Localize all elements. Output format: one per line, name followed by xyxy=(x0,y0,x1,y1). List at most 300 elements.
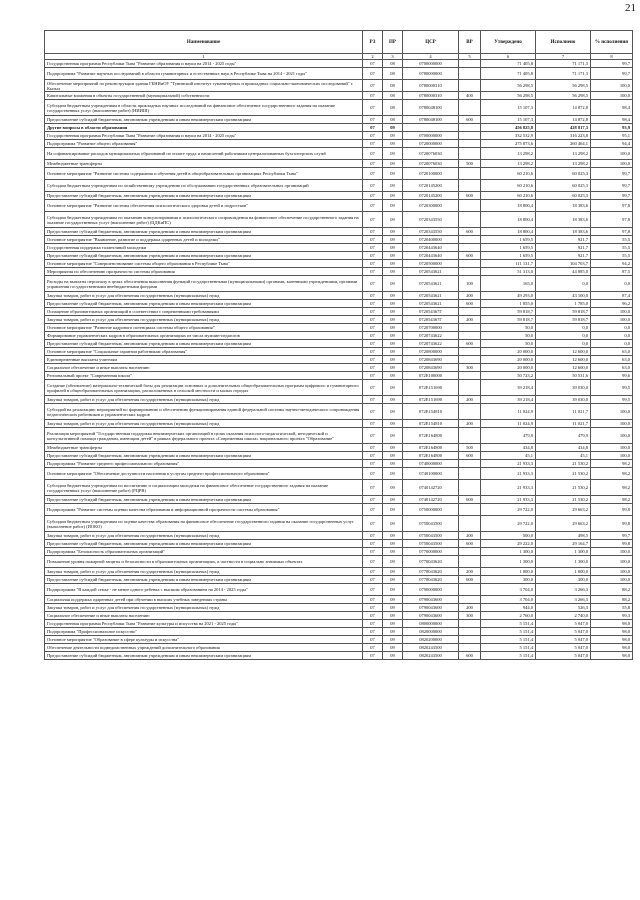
table-row xyxy=(45,68,633,80)
cell-rz: 07 xyxy=(363,404,383,420)
cell-percent: 55,5 xyxy=(591,252,633,260)
cell-vr: 100 xyxy=(459,276,481,292)
cell-vr: 600 xyxy=(459,652,481,660)
table-row xyxy=(45,124,633,132)
cell-vr xyxy=(459,124,481,132)
cell-approved: 15 107,3 xyxy=(481,116,536,124)
cell-approved: 39 218,4 xyxy=(481,396,536,404)
cell-executed: 434,8 xyxy=(536,444,591,452)
cell-approved: 29 722,0 xyxy=(481,516,536,532)
table-row xyxy=(45,100,633,116)
cell-csr: 0720300000 xyxy=(403,200,459,212)
cell-vr xyxy=(459,356,481,364)
cell-pr: 09 xyxy=(383,452,403,460)
cell-vr xyxy=(459,212,481,228)
cell-pr: 09 xyxy=(383,356,403,364)
cell-vr xyxy=(459,556,481,568)
cell-approved: 50,0 xyxy=(481,324,536,332)
cell-vr: 200 xyxy=(459,292,481,300)
cell-pr: 09 xyxy=(383,444,403,452)
cell-csr: 0720700000 xyxy=(403,324,459,332)
cell-percent: 88,2 xyxy=(591,596,633,604)
cell-pr: 08 xyxy=(383,60,403,68)
cell-executed: 21 530,2 xyxy=(536,468,591,480)
cell-name: Основное мероприятие "Развитие системы содержания и обучения детей в общеобразовательных организациях Республики Тыва" xyxy=(45,168,363,180)
cell-rz: 07 xyxy=(363,620,383,628)
cell-name: Предоставление субсидий бюджетным, автономным учреждениям и иным некоммерческим организациям xyxy=(45,228,363,236)
cell-approved: 39 218,4 xyxy=(481,380,536,396)
table-row xyxy=(45,192,633,200)
cell-percent: 98,4 xyxy=(591,116,633,124)
cell-csr: 0790000000 xyxy=(403,584,459,596)
column-number: 6 xyxy=(481,54,536,60)
cell-rz: 07 xyxy=(363,420,383,428)
cell-percent: 94,2 xyxy=(591,260,633,268)
cell-executed: 12 600,0 xyxy=(536,364,591,372)
cell-csr: 0720800000 xyxy=(403,348,459,356)
cell-pr: 09 xyxy=(383,612,403,620)
cell-approved: 21 933,3 xyxy=(481,468,536,480)
cell-rz: 07 xyxy=(363,556,383,568)
cell-approved: 3 704,0 xyxy=(481,596,536,604)
cell-percent: 55,5 xyxy=(591,244,633,252)
header-executed: Исполнено xyxy=(536,31,591,54)
cell-name: Обеспечение мероприятий по реконструкции здания ГБНИиОУ "Тувинский институт гуманитарных и прикладных социально-экономических исследований" г. Кызыл xyxy=(45,80,363,92)
cell-percent: 99,7 xyxy=(591,168,633,180)
cell-executed: 260 464,1 xyxy=(536,140,591,148)
cell-percent: 100,0 xyxy=(591,404,633,420)
cell-percent: 99,5 xyxy=(591,396,633,404)
cell-pr: 08 xyxy=(383,80,403,92)
cell-vr xyxy=(459,480,481,496)
cell-executed: 1 300,0 xyxy=(536,556,591,568)
cell-rz: 07 xyxy=(363,200,383,212)
cell-executed: 0,0 xyxy=(536,340,591,348)
column-number: 8 xyxy=(591,54,633,60)
cell-rz: 07 xyxy=(363,372,383,380)
cell-approved: 15 107,3 xyxy=(481,100,536,116)
cell-percent: 87,5 xyxy=(591,268,633,276)
cell-executed: 59 818,7 xyxy=(536,316,591,324)
cell-executed: 56 298,5 xyxy=(536,80,591,92)
cell-approved: 56 298,5 xyxy=(481,92,536,100)
cell-vr: 300 xyxy=(459,364,481,372)
cell-vr: 500 xyxy=(459,160,481,168)
cell-approved: 50,0 xyxy=(481,332,536,340)
cell-vr xyxy=(459,584,481,596)
cell-name: Подпрограмма "Развитие общего образования" xyxy=(45,140,363,148)
table-row xyxy=(45,140,633,148)
cell-rz: 07 xyxy=(363,348,383,356)
cell-executed: 60 025,3 xyxy=(536,168,591,180)
header-vr: ВР xyxy=(459,31,481,54)
cell-csr: 0720843690 xyxy=(403,356,459,364)
cell-vr: 600 xyxy=(459,300,481,308)
cell-rz: 07 xyxy=(363,516,383,532)
cell-name: Основное мероприятие "Образование в сфере культуры и искусства" xyxy=(45,636,363,644)
cell-approved: 18 800,4 xyxy=(481,212,536,228)
cell-executed: 0,0 xyxy=(536,324,591,332)
cell-rz: 07 xyxy=(363,356,383,364)
cell-executed: 428 817,3 xyxy=(536,124,591,132)
cell-vr: 300 xyxy=(459,612,481,620)
cell-pr: 09 xyxy=(383,324,403,332)
cell-approved: 20 000,0 xyxy=(481,356,536,364)
cell-approved: 50,0 xyxy=(481,340,536,348)
table-row xyxy=(45,168,633,180)
cell-percent: 63,0 xyxy=(591,348,633,356)
cell-name: Закупка товаров, работ и услуг для обеспечения государственных (муниципальных) нужд xyxy=(45,396,363,404)
cell-executed: 13 298,2 xyxy=(536,148,591,160)
cell-executed: 5 047,0 xyxy=(536,644,591,652)
cell-approved: 1 000,0 xyxy=(481,568,536,576)
cell-csr: 0720843690 xyxy=(403,364,459,372)
cell-vr xyxy=(459,372,481,380)
table-row xyxy=(45,228,633,236)
cell-pr: 08 xyxy=(383,100,403,116)
cell-name: Социальное обеспечение и иные выплаты населению xyxy=(45,612,363,620)
cell-vr xyxy=(459,596,481,604)
cell-pr: 09 xyxy=(383,300,403,308)
cell-name: Повышение уровня пожарной защиты и безопасности в образовательных организациях, в частности в социально значимых объектах xyxy=(45,556,363,568)
cell-executed: 921,7 xyxy=(536,244,591,252)
cell-rz: 07 xyxy=(363,148,383,160)
cell-csr: 0720443640 xyxy=(403,244,459,252)
table-row xyxy=(45,420,633,428)
cell-executed: 5 047,0 xyxy=(536,636,591,644)
cell-pr: 09 xyxy=(383,140,403,148)
cell-name: Межбюджетные трансферты xyxy=(45,160,363,168)
cell-percent: 100,0 xyxy=(591,316,633,324)
cell-executed: 29 164,7 xyxy=(536,540,591,548)
cell-pr: 09 xyxy=(383,420,403,428)
table-row xyxy=(45,200,633,212)
cell-pr: 09 xyxy=(383,372,403,380)
cell-vr xyxy=(459,504,481,516)
column-number: 7 xyxy=(536,54,591,60)
table-row xyxy=(45,244,633,252)
cell-name: Закупка товаров, работ и услуг для обеспечения государственных (муниципальных) нужд xyxy=(45,316,363,324)
cell-csr: 072Е164800 xyxy=(403,444,459,452)
cell-vr: 200 xyxy=(459,396,481,404)
cell-rz: 07 xyxy=(363,260,383,268)
cell-pr: 09 xyxy=(383,180,403,192)
cell-csr: 0720076030 xyxy=(403,148,459,160)
cell-pr: 09 xyxy=(383,576,403,584)
cell-approved: 71 405,8 xyxy=(481,60,536,68)
cell-executed: 18 383,6 xyxy=(536,228,591,236)
cell-csr: 0720145200 xyxy=(403,192,459,200)
cell-vr xyxy=(459,244,481,252)
cell-pr: 09 xyxy=(383,604,403,612)
cell-percent: 0,0 xyxy=(591,324,633,332)
cell-approved: 3 704,0 xyxy=(481,584,536,596)
cell-rz: 07 xyxy=(363,568,383,576)
cell-csr: 0720343550 xyxy=(403,212,459,228)
cell-pr: 09 xyxy=(383,404,403,420)
cell-percent: 98,0 xyxy=(591,620,633,628)
cell-name: Закупка товаров, работ и услуг для обеспечения государственных (муниципальных) нужд xyxy=(45,604,363,612)
cell-approved: 60 210,6 xyxy=(481,168,536,180)
cell-approved: 5 151,4 xyxy=(481,644,536,652)
cell-rz: 07 xyxy=(363,452,383,460)
cell-rz: 07 xyxy=(363,80,383,92)
cell-csr: 072Е164800 xyxy=(403,452,459,460)
table-row xyxy=(45,364,633,372)
cell-rz: 07 xyxy=(363,168,383,180)
cell-executed: 29 663,2 xyxy=(536,504,591,516)
cell-vr xyxy=(459,380,481,396)
cell-vr xyxy=(459,428,481,444)
cell-percent: 97,8 xyxy=(591,200,633,212)
cell-name: Подпрограмма "Развитие научных исследований в области гуманитарных и естественных наук в Республике Тыва на 2014 - 2021 годы" xyxy=(45,68,363,80)
cell-name: Закупка товаров, работ и услуг для обеспечения государственных (муниципальных) нужд xyxy=(45,568,363,576)
cell-approved: 13 298,2 xyxy=(481,160,536,168)
cell-pr: 09 xyxy=(383,200,403,212)
cell-vr xyxy=(459,180,481,192)
table-body xyxy=(45,54,633,660)
cell-executed: 21 530,2 xyxy=(536,496,591,504)
cell-percent: 100,0 xyxy=(591,444,633,452)
cell-name: Подпрограмма "Безопасность образовательных организаций" xyxy=(45,548,363,556)
cell-rz: 07 xyxy=(363,396,383,404)
cell-approved: 332 532,9 xyxy=(481,132,536,140)
cell-pr: 09 xyxy=(383,332,403,340)
cell-rz: 07 xyxy=(363,460,383,468)
cell-pr: 09 xyxy=(383,340,403,348)
cell-csr: 0720543621 xyxy=(403,300,459,308)
table-row xyxy=(45,620,633,628)
cell-name: Создание (обновление) материально-технической базы для реализации основных и дополнительных общеобразовательных программ цифрового и гуманитарного профилей в общеобразовательных организациях, расположенных в сельской местности и малых городах xyxy=(45,380,363,396)
cell-name: Основное мероприятие "Развитие системы обеспечения психологического здоровья детей и подростков" xyxy=(45,200,363,212)
cell-name: Государственная программа Республики Тыва "Развитие образования и науки на 2014 - 2025 годы" xyxy=(45,132,363,140)
cell-csr: 0780000000 xyxy=(403,68,459,80)
cell-name: Предоставление субсидий бюджетным, автономным учреждениям и иным некоммерческим организациям xyxy=(45,452,363,460)
cell-csr: 0720076030 xyxy=(403,160,459,168)
cell-name: Субсидии бюджетным учреждениям по хозяйственному учреждению по обслуживанию государственных образовательных организаций xyxy=(45,180,363,192)
cell-name: Предоставление субсидий бюджетным, автономным учреждениям и иным некоммерческим организациям xyxy=(45,652,363,660)
cell-executed: 1 300,0 xyxy=(536,548,591,556)
cell-executed: 316 223,8 xyxy=(536,132,591,140)
table-row xyxy=(45,212,633,228)
cell-rz: 07 xyxy=(363,636,383,644)
cell-csr: 0700000000 xyxy=(403,60,459,68)
cell-name: Субсидии бюджетным учреждениям по оценке качества образования на финансовое обеспечение государственного задания на оказание государственных услуг (выполнение работ) (ИОКО) xyxy=(45,516,363,532)
cell-percent: 96,2 xyxy=(591,300,633,308)
cell-approved: 5 151,4 xyxy=(481,636,536,644)
cell-percent: 100,0 xyxy=(591,160,633,168)
cell-rz: 07 xyxy=(363,192,383,200)
cell-executed: 21 530,2 xyxy=(536,480,591,496)
cell-vr xyxy=(459,100,481,116)
cell-vr: 200 xyxy=(459,316,481,324)
cell-rz: 07 xyxy=(363,504,383,516)
cell-rz: 07 xyxy=(363,92,383,100)
cell-name: Основное мероприятие "Социальные гарантии работникам образования" xyxy=(45,348,363,356)
cell-executed: 526,3 xyxy=(536,604,591,612)
cell-approved: 11 024,9 xyxy=(481,404,536,420)
cell-pr: 09 xyxy=(383,628,403,636)
cell-approved: 500,0 xyxy=(481,532,536,540)
cell-rz: 07 xyxy=(363,576,383,584)
cell-rz: 07 xyxy=(363,584,383,596)
cell-vr xyxy=(459,236,481,244)
cell-vr xyxy=(459,460,481,468)
cell-percent: 100,0 xyxy=(591,80,633,92)
cell-approved: 1 659,5 xyxy=(481,252,536,260)
cell-approved: 5 151,4 xyxy=(481,652,536,660)
cell-rz: 07 xyxy=(363,480,383,496)
cell-name: Государственная программа Республики Тыва "Развитие образования и науки на 2014 - 2025 годы" xyxy=(45,60,363,68)
cell-executed: 921,7 xyxy=(536,236,591,244)
cell-rz: 07 xyxy=(363,316,383,324)
cell-pr: 09 xyxy=(383,480,403,496)
cell-pr: 09 xyxy=(383,460,403,468)
cell-approved: 29 722,0 xyxy=(481,504,536,516)
cell-rz: 07 xyxy=(363,60,383,68)
table-row xyxy=(45,92,633,100)
header-approved: Утверждено xyxy=(481,31,536,54)
cell-approved: 21 933,3 xyxy=(481,480,536,496)
cell-rz: 07 xyxy=(363,340,383,348)
table-row xyxy=(45,460,633,468)
cell-pr: 09 xyxy=(383,428,403,444)
cell-vr xyxy=(459,332,481,340)
cell-vr xyxy=(459,348,481,356)
cell-rz: 07 xyxy=(363,364,383,372)
table-row xyxy=(45,292,633,300)
cell-percent: 99,7 xyxy=(591,60,633,68)
cell-pr: 09 xyxy=(383,532,403,540)
cell-name: Предоставление субсидий бюджетным, автономным учреждениям и иным некоммерческим организациям xyxy=(45,540,363,548)
cell-rz: 07 xyxy=(363,252,383,260)
cell-executed: 60 025,3 xyxy=(536,192,591,200)
cell-vr: 600 xyxy=(459,116,481,124)
header-name: Наименование xyxy=(45,31,363,54)
cell-rz: 07 xyxy=(363,324,383,332)
cell-approved: 59 818,7 xyxy=(481,308,536,316)
cell-pr: 09 xyxy=(383,652,403,660)
table-row xyxy=(45,568,633,576)
table-row xyxy=(45,380,633,396)
table-row xyxy=(45,132,633,140)
cell-name: Основное мероприятие "Развитие кадрового потенциала системы общего образования" xyxy=(45,324,363,332)
cell-rz: 07 xyxy=(363,548,383,556)
cell-vr xyxy=(459,60,481,68)
table-row xyxy=(45,332,633,340)
cell-percent: 88,2 xyxy=(591,584,633,596)
cell-percent: 99,7 xyxy=(591,532,633,540)
cell-rz: 07 xyxy=(363,276,383,292)
cell-rz: 07 xyxy=(363,212,383,228)
cell-name: Государственная поддержка талантливой молодежи xyxy=(45,244,363,252)
table-row xyxy=(45,396,633,404)
cell-name: Расходы на выплаты персоналу в целях обеспечения выполнения функций государственными (муниципальными) органами, казенными учреждениями, органами управления государственными внебюджетными фондами xyxy=(45,276,363,292)
cell-name: Основное мероприятие "Выявление, развитие и поддержка одаренных детей и молодежи" xyxy=(45,236,363,244)
cell-vr: 600 xyxy=(459,340,481,348)
cell-executed: 2 740,0 xyxy=(536,612,591,620)
table-row xyxy=(45,556,633,568)
cell-percent: 99,3 xyxy=(591,612,633,620)
cell-percent: 55,8 xyxy=(591,604,633,612)
cell-csr: 0820000000 xyxy=(403,628,459,636)
cell-pr: 09 xyxy=(383,268,403,276)
cell-pr: 09 xyxy=(383,364,403,372)
cell-rz: 07 xyxy=(363,652,383,660)
cell-executed: 12 600,0 xyxy=(536,356,591,364)
cell-pr: 09 xyxy=(383,148,403,160)
cell-pr: 09 xyxy=(383,636,403,644)
cell-rz: 07 xyxy=(363,160,383,168)
cell-pr: 09 xyxy=(383,192,403,200)
table-row xyxy=(45,340,633,348)
table-row xyxy=(45,180,633,192)
cell-executed: 104 703,7 xyxy=(536,260,591,268)
cell-executed: 56 298,5 xyxy=(536,92,591,100)
cell-csr: 0720543621 xyxy=(403,268,459,276)
cell-approved: 18 800,4 xyxy=(481,200,536,212)
cell-rz: 07 xyxy=(363,644,383,652)
cell-pr: 09 xyxy=(383,244,403,252)
table-row xyxy=(45,468,633,480)
cell-name: Субсидии бюджетным учреждениям по воспитанию и социализации молодежи на финансовое обеспечение государственного задания на оказание государственных услуг (выполнение работ) (РЦРВ) xyxy=(45,480,363,496)
cell-vr xyxy=(459,628,481,636)
cell-executed: 479,9 xyxy=(536,428,591,444)
cell-pr: 09 xyxy=(383,644,403,652)
cell-percent: 87,4 xyxy=(591,292,633,300)
cell-vr: 600 xyxy=(459,192,481,200)
cell-name: Предоставление субсидий бюджетным, автономным учреждениям и иным некоммерческим организациям xyxy=(45,252,363,260)
cell-name: Закупка товаров, работ и услуг для обеспечения государственных (муниципальных) нужд xyxy=(45,420,363,428)
cell-percent: 98,4 xyxy=(591,100,633,116)
table-row xyxy=(45,252,633,260)
cell-csr: 0720743622 xyxy=(403,340,459,348)
cell-csr: 072Е151690 xyxy=(403,396,459,404)
cell-rz: 07 xyxy=(363,140,383,148)
cell-vr: 600 xyxy=(459,452,481,460)
cell-percent: 100,0 xyxy=(591,556,633,568)
cell-csr: 0790043600 xyxy=(403,596,459,604)
cell-percent: 98,0 xyxy=(591,628,633,636)
cell-executed: 300,0 xyxy=(536,576,591,584)
cell-rz: 07 xyxy=(363,628,383,636)
cell-csr: 0770000000 xyxy=(403,548,459,556)
cell-executed: 39 030,0 xyxy=(536,380,591,396)
cell-approved: 5 151,4 xyxy=(481,628,536,636)
cell-approved: 300,0 xyxy=(481,576,536,584)
table-row xyxy=(45,548,633,556)
cell-rz: 07 xyxy=(363,596,383,604)
cell-vr: 200 xyxy=(459,420,481,428)
cell-executed: 3 266,3 xyxy=(536,584,591,596)
table-row xyxy=(45,532,633,540)
cell-pr: 09 xyxy=(383,396,403,404)
cell-pr: 09 xyxy=(383,380,403,396)
column-number: 3 xyxy=(383,54,403,60)
cell-vr: 200 xyxy=(459,604,481,612)
cell-csr: 0750043500 xyxy=(403,540,459,548)
cell-percent: 0,0 xyxy=(591,276,633,292)
cell-percent: 63,0 xyxy=(591,356,633,364)
cell-csr: 0750043500 xyxy=(403,516,459,532)
cell-percent: 0,0 xyxy=(591,332,633,340)
cell-percent: 99,7 xyxy=(591,68,633,80)
cell-name: Региональный проект "Современная школа" xyxy=(45,372,363,380)
table-row xyxy=(45,644,633,652)
cell-percent: 97,8 xyxy=(591,228,633,236)
cell-name: Государственная программа Республики Тыва "Развитие культуры и искусства на 2021 - 2025 годы" xyxy=(45,620,363,628)
cell-percent: 63,0 xyxy=(591,364,633,372)
